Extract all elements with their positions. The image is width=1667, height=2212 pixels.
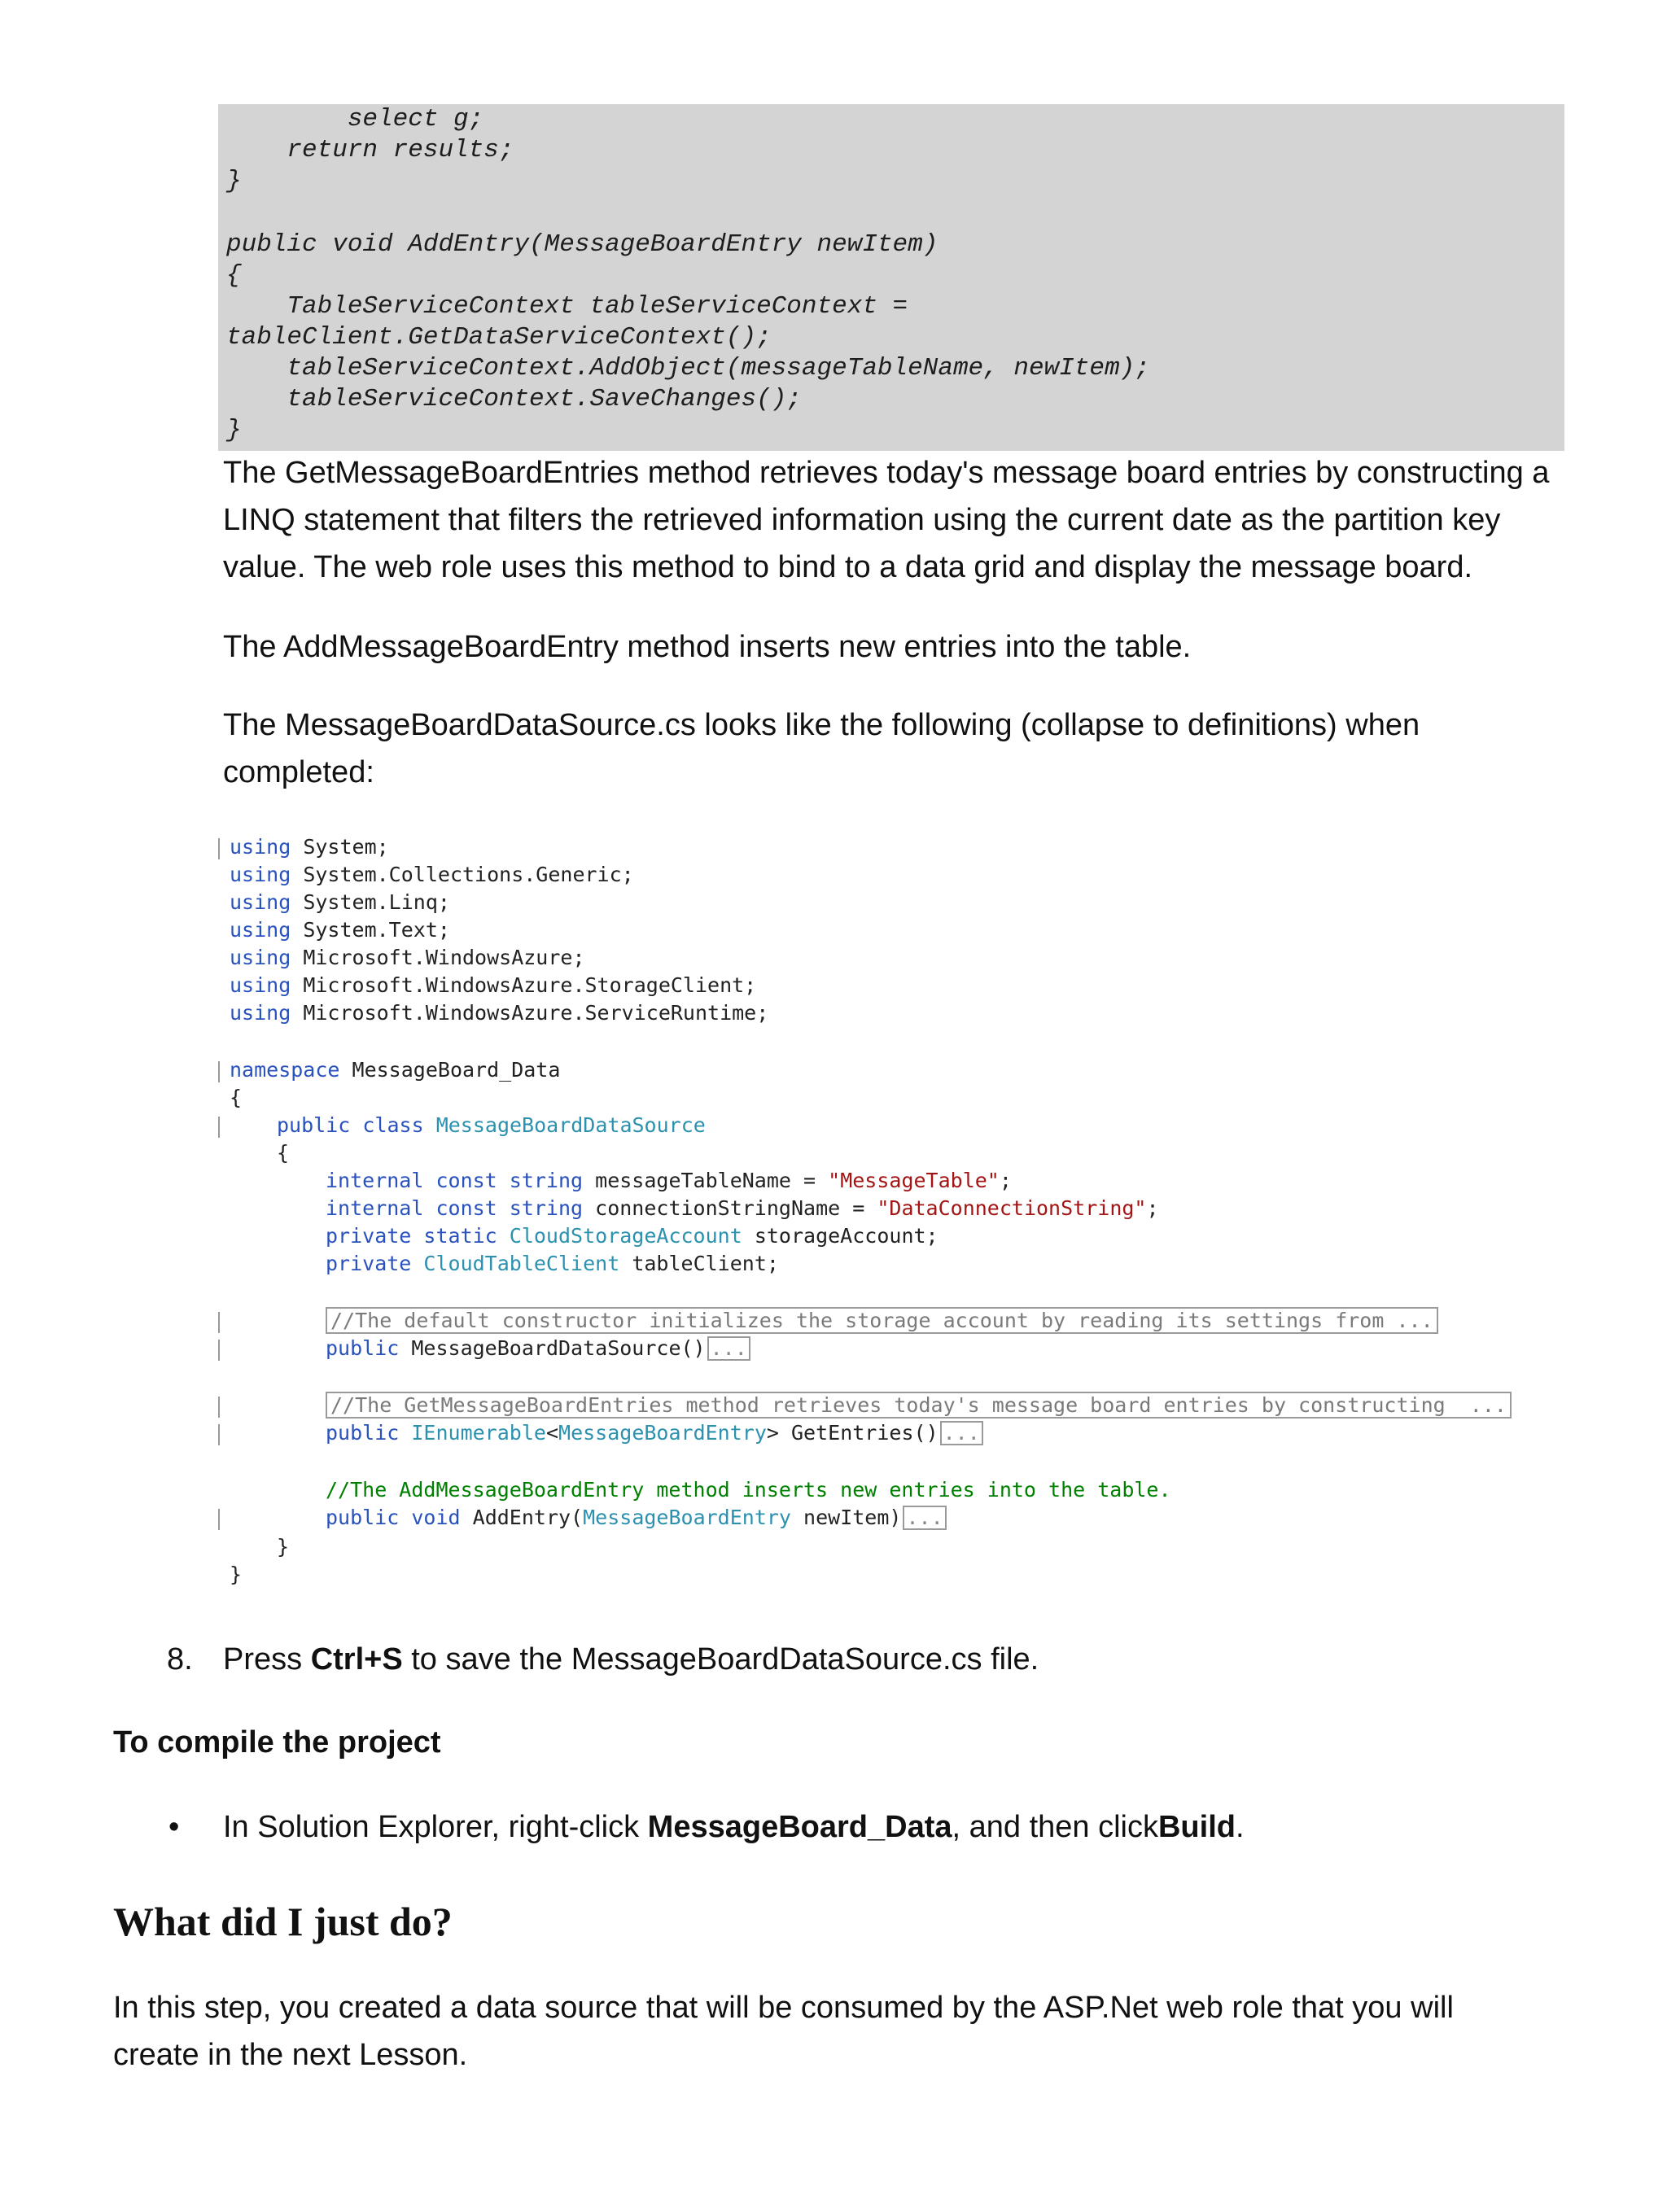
bullet-icon: • <box>168 1810 180 1844</box>
bullet-build-instruction: In Solution Explorer, right-click MessageBoard_Data, and then clickBuild. <box>223 1810 1245 1844</box>
class-close-brace: } <box>277 1535 290 1558</box>
code-line: tableServiceContext.SaveChanges(); <box>226 385 802 413</box>
namespace-close-brace: } <box>230 1563 243 1586</box>
code-line: { <box>226 261 242 290</box>
code-line: return results; <box>226 136 514 164</box>
collapsed-region-button[interactable]: ... <box>903 1506 946 1530</box>
namespace-line: namespace MessageBoard_Data <box>230 1058 561 1082</box>
addentry-comment: //The AddMessageBoardEntry method inserts new entries into the table. <box>326 1478 1171 1502</box>
collapsed-comment-constructor[interactable]: //The default constructor initializes the storage account by reading its settings from ... <box>326 1307 1438 1335</box>
namespace-open-brace: { <box>230 1086 243 1109</box>
code-line: } <box>226 416 242 444</box>
section-heading: What did I just do? <box>113 1899 453 1944</box>
field-connection-string-name: internal const string connectionStringName = "DataConnectionString"; <box>326 1196 1159 1220</box>
getentries-definition[interactable]: public IEnumerable<MessageBoardEntry> GetEntries() ... <box>326 1419 983 1447</box>
field-message-table-name: internal const string messageTableName = "MessageTable"; <box>326 1169 1012 1192</box>
using-line: using Microsoft.WindowsAzure.StorageClient; <box>230 973 757 997</box>
using-line: using Microsoft.WindowsAzure.ServiceRuntime; <box>230 1001 769 1025</box>
addentry-definition[interactable]: public void AddEntry(MessageBoardEntry newItem) ... <box>326 1504 947 1532</box>
code-line: } <box>226 167 242 195</box>
paragraph-datasource-intro: The MessageBoardDataSource.cs looks like the following (collapse to definitions) when completed: <box>223 708 1420 789</box>
using-line: using System.Collections.Generic; <box>230 863 634 886</box>
compile-heading: To compile the project <box>113 1725 441 1760</box>
code-line: TableServiceContext tableServiceContext = <box>226 292 908 321</box>
constructor-definition[interactable]: public MessageBoardDataSource() ... <box>326 1335 750 1362</box>
field-table-client: private CloudTableClient tableClient; <box>326 1252 779 1275</box>
field-storage-account: private static CloudStorageAccount storageAccount; <box>326 1224 939 1248</box>
collapsed-region-button[interactable]: ... <box>707 1336 750 1361</box>
using-line: using System.Text; <box>230 918 450 942</box>
using-line: using System; <box>230 835 389 859</box>
code-line: public void AddEntry(MessageBoardEntry newItem) <box>226 230 939 259</box>
using-line: using System.Linq; <box>230 890 450 914</box>
using-line: using Microsoft.WindowsAzure; <box>230 946 585 969</box>
code-line: select g; <box>226 105 484 133</box>
ide-code-screenshot <box>218 830 1520 1607</box>
code-line: tableClient.GetDataServiceContext(); <box>226 323 772 352</box>
collapsed-region-button[interactable]: ... <box>940 1421 983 1445</box>
step-8-text: Press Ctrl+S to save the MessageBoardDataSource.cs file. <box>223 1642 1039 1676</box>
class-declaration: public class MessageBoardDataSource <box>277 1113 706 1137</box>
code-line: tableServiceContext.AddObject(messageTableName, newItem); <box>226 354 1150 383</box>
code-snippet-block <box>218 104 1564 451</box>
paragraph-addentry-description: The AddMessageBoardEntry method inserts new entries into the table. <box>223 630 1192 664</box>
paragraph-getentries-description: The GetMessageBoardEntries method retrieves today's message board entries by constructing a LINQ statement that filters the retrieved information using the current date as the partition key value. The web role uses this method to bind to a data grid and display the message board. <box>223 456 1550 584</box>
collapsed-comment-getentries[interactable]: //The GetMessageBoardEntries method retrieves today's message board entries by constructing ... <box>326 1392 1512 1419</box>
summary-paragraph: In this step, you created a data source that will be consumed by the ASP.Net web role that you will create in the next Lesson. <box>113 1991 1454 2072</box>
step-number: 8. <box>167 1642 193 1676</box>
class-open-brace: { <box>277 1141 290 1165</box>
